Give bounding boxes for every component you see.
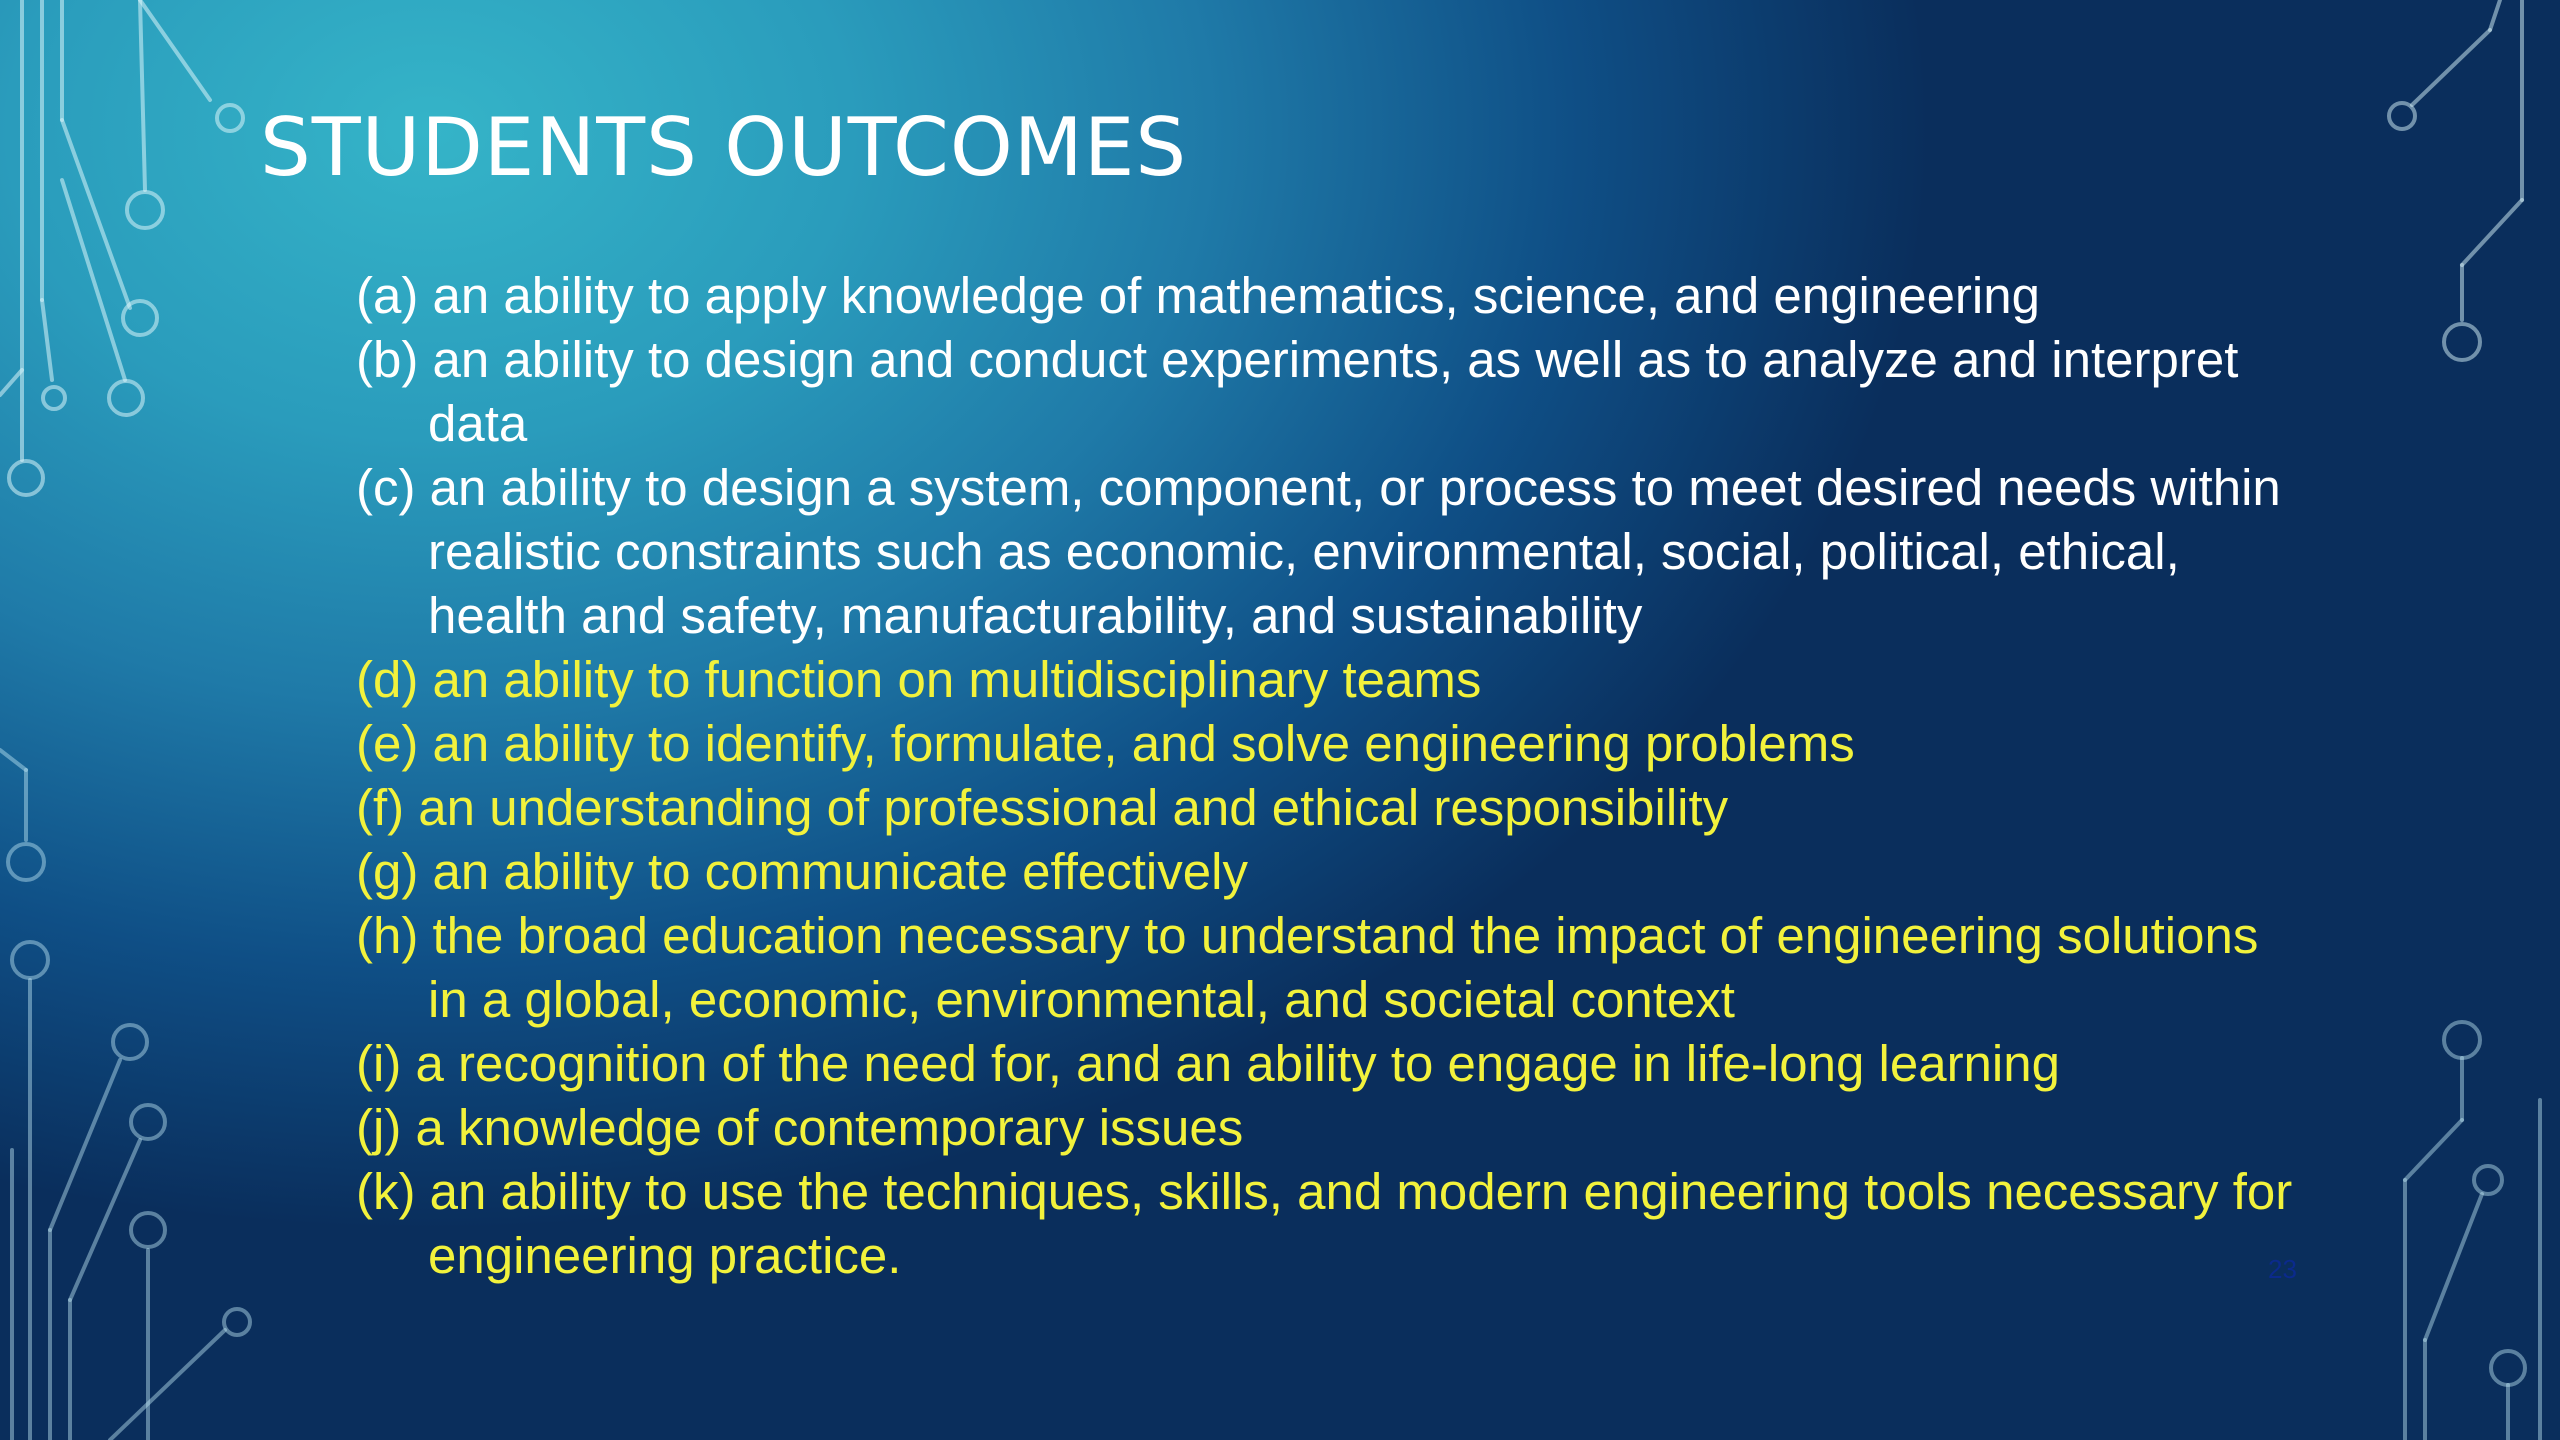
outcome-j: (j) a knowledge of contemporary issues: [356, 1099, 1244, 1156]
outcome-c: (c) an ability to design a system, component, or process to meet desired needs within realistic constraints such as economic, environmental, social, political, ethical, health and safety, manufacturability, and sustainability: [356, 459, 2281, 644]
outcome-k: (k) an ability to use the techniques, skills, and modern engineering tools necessary for engineering practice.: [356, 1163, 2293, 1284]
outcome-b: (b) an ability to design and conduct experiments, as well as to analyze and interpret data: [356, 331, 2239, 452]
outcome-h: (h) the broad education necessary to understand the impact of engineering solutions in a global, economic, environmental, and societal context: [356, 907, 2259, 1028]
outcome-g: (g) an ability to communicate effectively: [356, 843, 1248, 900]
slide-title: STUDENTS OUTCOMES: [260, 101, 1188, 194]
slide-number: 23: [2268, 1254, 2297, 1284]
outcome-a: (a) an ability to apply knowledge of mathematics, science, and engineering: [356, 267, 2040, 324]
outcome-e: (e) an ability to identify, formulate, and solve engineering problems: [356, 715, 1855, 772]
outcome-i: (i) a recognition of the need for, and an ability to engage in life-long learning: [356, 1035, 2060, 1092]
outcome-d: (d) an ability to function on multidisciplinary teams: [356, 651, 1482, 708]
outcomes-list: [356, 264, 2296, 1288]
outcome-f: (f) an understanding of professional and ethical responsibility: [356, 779, 1729, 836]
